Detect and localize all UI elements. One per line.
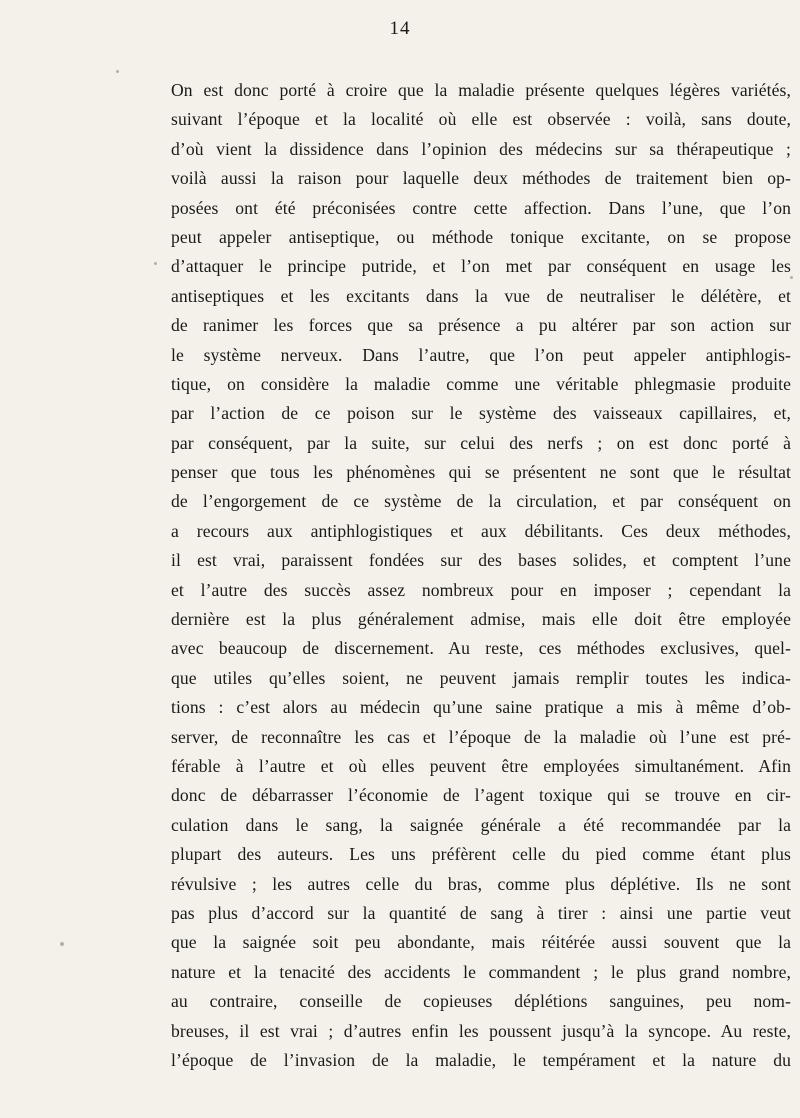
paper-speck — [790, 276, 793, 279]
text-line: tions : c’est alors au médecin qu’une saine pratique a mis à même d’ob- — [171, 697, 791, 718]
text-line: au contraire, conseille de copieuses déplétions sanguines, peu nom- — [171, 991, 791, 1012]
text-line: que la saignée soit peu abondante, mais réitérée aussi souvent que la — [171, 932, 791, 953]
text-line: férable à l’autre et où elles peuvent être employées simultanément. Afin — [171, 755, 791, 776]
text-line: posées ont été préconisées contre cette affection. Dans l’une, que l’on — [171, 197, 791, 218]
text-line: plupart des auteurs. Les uns préfèrent celle du pied comme étant plus — [171, 844, 791, 865]
text-line: donc de débarrasser l’économie de l’agent toxique qui se trouve en cir- — [171, 785, 791, 806]
text-line: server, de reconnaître les cas et l’époque de la maladie où l’une est pré- — [171, 726, 791, 747]
text-line: pas plus d’accord sur la quantité de sang à tirer : ainsi une partie veut — [171, 902, 791, 923]
text-line: le système nerveux. Dans l’autre, que l’on peut appeler antiphlogis- — [171, 344, 791, 365]
text-line: d’où vient la dissidence dans l’opinion des médecins sur sa thérapeutique ; — [171, 138, 791, 159]
text-line: a recours aux antiphlogistiques et aux débilitants. Ces deux méthodes, — [171, 520, 791, 541]
text-line: breuses, il est vrai ; d’autres enfin les poussent jusqu’à la syncope. Au reste, — [171, 1020, 791, 1041]
text-line: de ranimer les forces que sa présence a pu altérer par son action sur — [171, 315, 791, 336]
text-line: l’époque de l’invasion de la maladie, le tempérament et la nature du — [171, 1049, 791, 1070]
text-line: révulsive ; les autres celle du bras, comme plus déplétive. Ils ne sont — [171, 873, 791, 894]
paper-speck — [116, 70, 119, 73]
text-line: par conséquent, par la suite, sur celui des nerfs ; on est donc porté à — [171, 432, 791, 453]
page-number: 14 — [389, 18, 411, 39]
text-line: tique, on considère la maladie comme une véritable phlegmasie produite — [171, 373, 791, 394]
text-line: il est vrai, paraissent fondées sur des bases solides, et comptent l’une — [171, 550, 791, 571]
paper-speck — [60, 942, 64, 946]
text-line: antiseptiques et les excitants dans la vue de neutraliser le délétère, et — [171, 285, 791, 306]
text-line: avec beaucoup de discernement. Au reste, ces méthodes exclusives, quel- — [171, 638, 791, 659]
text-line: voilà aussi la raison pour laquelle deux méthodes de traitement bien op- — [171, 168, 791, 189]
text-line: d’attaquer le principe putride, et l’on met par conséquent en usage les — [171, 256, 791, 277]
body-text — [171, 76, 791, 1075]
text-line: peut appeler antiseptique, ou méthode tonique excitante, on se propose — [171, 226, 791, 247]
text-line: que utiles qu’elles soient, ne peuvent jamais remplir toutes les indica- — [171, 667, 791, 688]
text-line: suivant l’époque et la localité où elle est observée : voilà, sans doute, — [171, 109, 791, 130]
text-line: culation dans le sang, la saignée générale a été recommandée par la — [171, 814, 791, 835]
text-line: par l’action de ce poison sur le système des vaisseaux capillaires, et, — [171, 403, 791, 424]
text-line: penser que tous les phénomènes qui se présentent ne sont que le résultat — [171, 462, 791, 483]
text-line: nature et la tenacité des accidents le commandent ; le plus grand nombre, — [171, 961, 791, 982]
text-line: de l’engorgement de ce système de la circulation, et par conséquent on — [171, 491, 791, 512]
text-line: dernière est la plus généralement admise, mais elle doit être employée — [171, 609, 791, 630]
text-line: On est donc porté à croire que la maladie présente quelques légères variétés, — [171, 80, 791, 100]
paper-speck — [154, 262, 157, 265]
text-line: et l’autre des succès assez nombreux pour en imposer ; cependant la — [171, 579, 791, 600]
